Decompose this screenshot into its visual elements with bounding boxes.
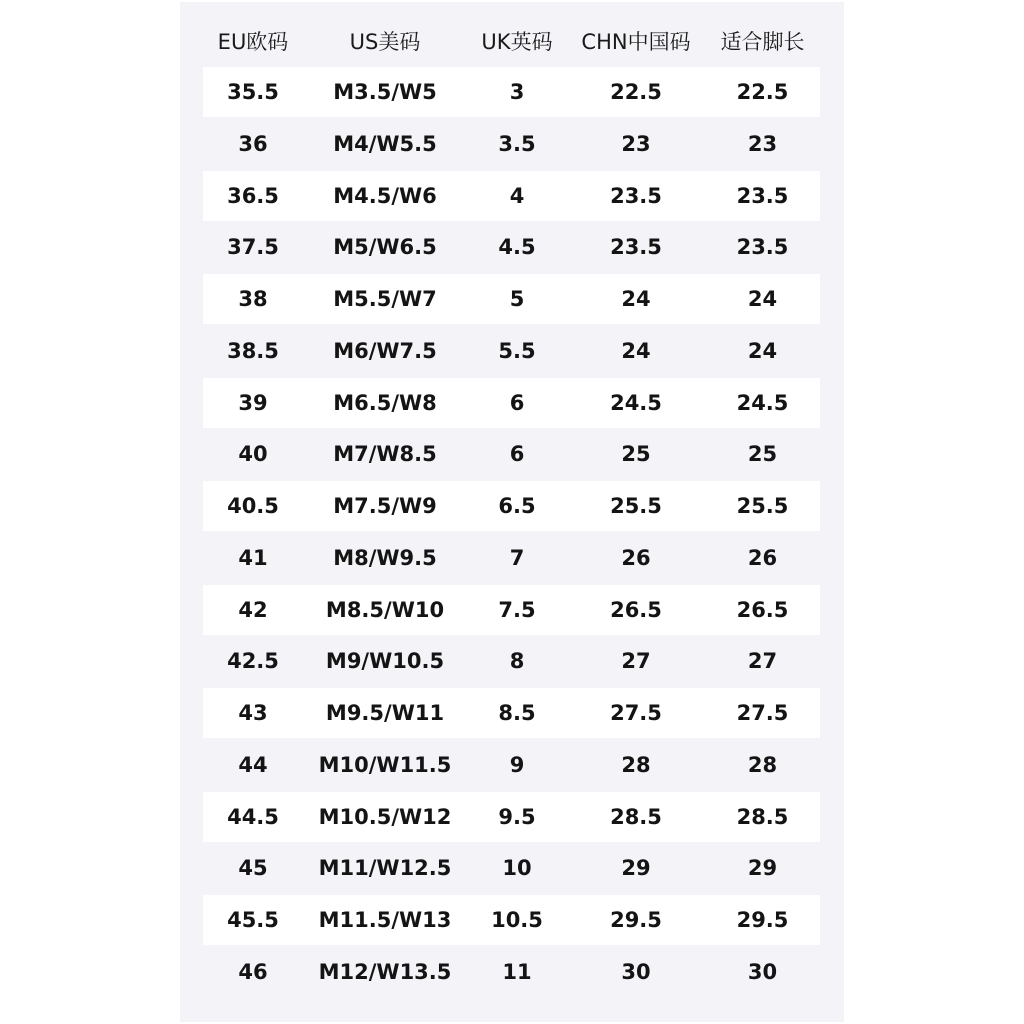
cell-eu: 36 [238, 131, 268, 156]
cell-us: M11.5/W13 [318, 908, 452, 932]
table-row [180, 687, 844, 739]
cell-chn: 26 [621, 545, 651, 570]
cell-us: M10/W11.5 [318, 752, 452, 777]
cell-foot-length: 25 [747, 442, 778, 467]
cell-foot-length: 24 [747, 338, 778, 363]
cell-uk: 9 [509, 752, 525, 777]
table-header [180, 18, 844, 66]
cell-foot-length: 27 [747, 649, 778, 674]
table-row [180, 791, 844, 843]
header-foot-length: 适合脚长 [720, 30, 805, 54]
cell-uk: 6.5 [498, 494, 536, 518]
cell-eu: 39 [238, 390, 268, 415]
cell-foot-length: 24 [747, 287, 778, 311]
table-row [180, 428, 844, 480]
cell-us: M11/W12.5 [318, 856, 452, 881]
cell-eu: 40 [238, 442, 268, 467]
cell-us: M9/W10.5 [325, 649, 445, 674]
cell-chn: 26.5 [610, 597, 662, 622]
cell-uk: 7.5 [498, 597, 536, 622]
cell-foot-length: 24.5 [736, 390, 789, 415]
header-chn: CHN中国码 [581, 30, 691, 54]
cell-uk: 7 [509, 545, 525, 570]
cell-us: M4.5/W6 [333, 183, 437, 208]
cell-eu: 38.5 [227, 338, 279, 363]
cell-us: M10.5/W12 [318, 804, 452, 829]
size-chart-panel [180, 2, 844, 1022]
cell-eu: 40.5 [227, 494, 279, 518]
cell-eu: 36.5 [227, 183, 279, 208]
cell-chn: 23.5 [610, 235, 662, 260]
header-eu: EU欧码 [217, 30, 289, 54]
cell-chn: 29 [621, 856, 651, 881]
cell-chn: 24 [621, 338, 651, 363]
cell-chn: 24 [621, 287, 651, 311]
cell-us: M6/W7.5 [333, 338, 437, 363]
cell-eu: 45 [238, 856, 268, 881]
cell-uk: 6 [509, 390, 525, 415]
cell-uk: 11 [502, 959, 532, 984]
cell-foot-length: 23.5 [736, 235, 789, 260]
cell-chn: 22.5 [610, 80, 662, 104]
cell-foot-length: 23 [747, 131, 778, 156]
cell-foot-length: 29 [747, 856, 778, 881]
cell-eu: 45.5 [227, 908, 279, 932]
cell-chn: 27.5 [610, 701, 662, 725]
cell-chn: 28 [621, 752, 651, 777]
table-row [180, 66, 844, 118]
cell-eu: 44.5 [227, 804, 279, 829]
table-row [180, 118, 844, 170]
table-row [180, 842, 844, 894]
cell-us: M5.5/W7 [333, 287, 437, 311]
cell-foot-length: 28.5 [736, 804, 789, 829]
cell-uk: 10.5 [491, 908, 543, 932]
cell-eu: 35.5 [227, 80, 279, 104]
cell-us: M8/W9.5 [333, 545, 437, 570]
cell-chn: 28.5 [610, 804, 662, 829]
cell-chn: 24.5 [610, 390, 662, 415]
cell-uk: 8.5 [498, 701, 536, 725]
cell-uk: 5 [509, 287, 525, 311]
cell-foot-length: 28 [747, 752, 778, 777]
cell-uk: 6 [509, 442, 525, 467]
cell-eu: 43 [238, 701, 268, 725]
cell-uk: 3.5 [498, 131, 536, 156]
cell-uk: 3 [509, 80, 525, 104]
cell-foot-length: 26.5 [736, 597, 789, 622]
table-row [180, 170, 844, 222]
cell-us: M8.5/W10 [325, 597, 445, 622]
cell-us: M7.5/W9 [333, 494, 437, 518]
header-uk: UK英码 [481, 30, 553, 54]
cell-uk: 5.5 [498, 338, 536, 363]
cell-uk: 4.5 [498, 235, 536, 260]
cell-eu: 44 [238, 752, 268, 777]
header-us: US美码 [349, 30, 421, 54]
cell-chn: 29.5 [610, 908, 662, 932]
table-row [180, 739, 844, 791]
cell-us: M9.5/W11 [325, 701, 445, 725]
table-row [180, 946, 844, 998]
cell-chn: 25 [621, 442, 651, 467]
cell-us: M5/W6.5 [333, 235, 437, 260]
cell-foot-length: 23.5 [736, 183, 789, 208]
cell-foot-length: 29.5 [736, 908, 789, 932]
table-row [180, 325, 844, 377]
table-row [180, 480, 844, 532]
cell-uk: 10 [502, 856, 532, 881]
table-row [180, 532, 844, 584]
cell-uk: 4 [509, 183, 525, 208]
cell-us: M6.5/W8 [333, 390, 437, 415]
cell-chn: 25.5 [610, 494, 662, 518]
cell-foot-length: 30 [747, 959, 778, 984]
cell-eu: 42 [238, 597, 268, 622]
cell-eu: 42.5 [227, 649, 279, 674]
cell-chn: 23.5 [610, 183, 662, 208]
cell-foot-length: 25.5 [736, 494, 789, 518]
cell-chn: 30 [621, 959, 651, 984]
cell-us: M4/W5.5 [333, 131, 437, 156]
cell-eu: 41 [238, 545, 268, 570]
table-row [180, 377, 844, 429]
cell-chn: 23 [621, 131, 651, 156]
table-row [180, 584, 844, 636]
cell-foot-length: 26 [747, 545, 778, 570]
cell-chn: 27 [621, 649, 651, 674]
cell-foot-length: 22.5 [736, 80, 789, 104]
cell-us: M3.5/W5 [333, 80, 437, 104]
cell-eu: 38 [238, 287, 268, 311]
table-row [180, 635, 844, 687]
cell-foot-length: 27.5 [736, 701, 789, 725]
cell-uk: 9.5 [498, 804, 536, 829]
cell-us: M12/W13.5 [318, 959, 452, 984]
cell-us: M7/W8.5 [333, 442, 437, 467]
table-row [180, 221, 844, 273]
cell-eu: 46 [238, 959, 268, 984]
table-row [180, 273, 844, 325]
table-row [180, 894, 844, 946]
cell-eu: 37.5 [227, 235, 279, 260]
cell-uk: 8 [509, 649, 525, 674]
